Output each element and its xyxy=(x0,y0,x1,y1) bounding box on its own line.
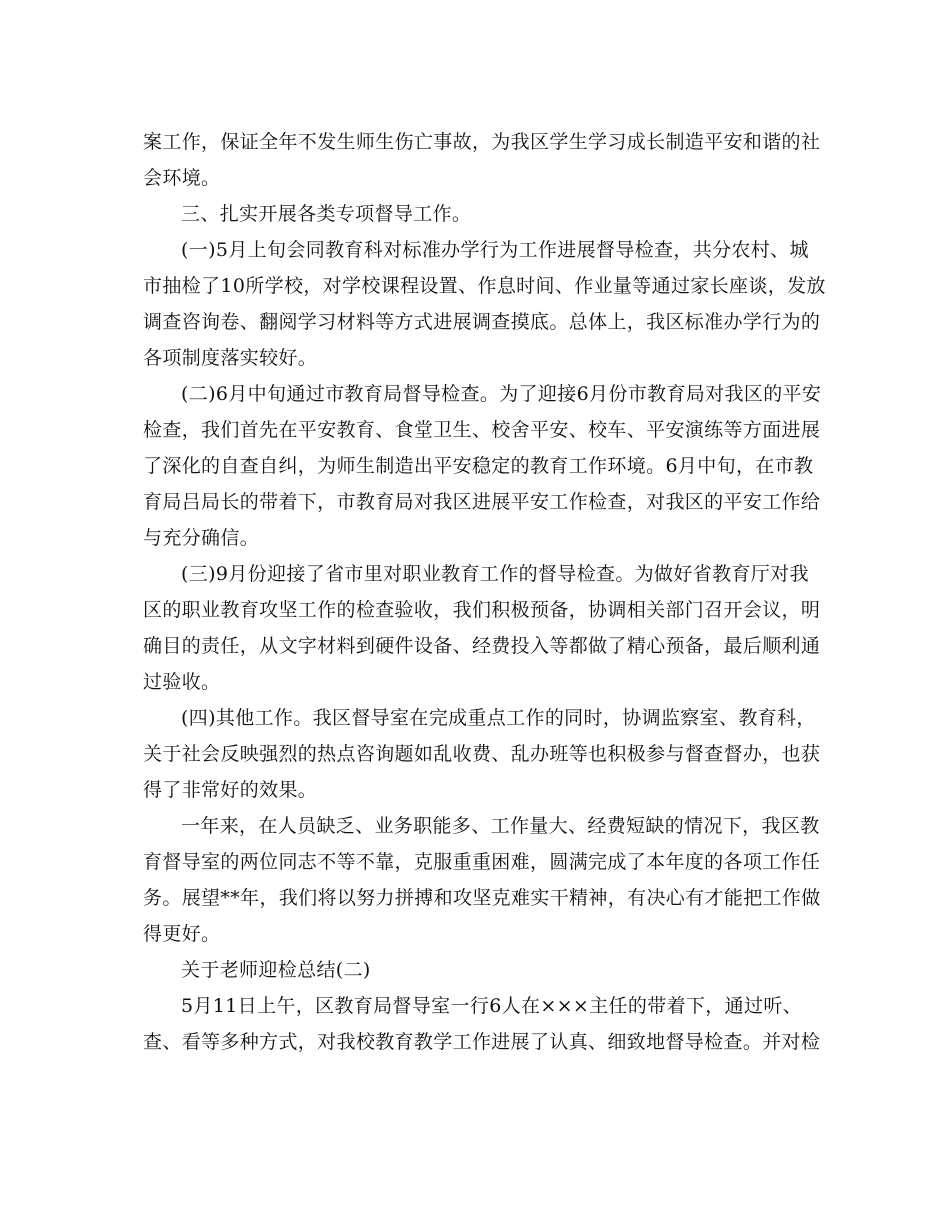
text-line: 得更好。 xyxy=(143,923,221,945)
text-line: 育督导室的两位同志不等不靠，克服重重困难，圆满完成了本年度的各项工作任 xyxy=(143,851,821,873)
text-line: 了深化的自查自纠，为师生制造出平安稳定的教育工作环境。6月中旬，在市教 xyxy=(143,455,814,477)
text-line: 一年来，在人员缺乏、业务职能多、工作量大、经费短缺的情况下，我区教 xyxy=(181,815,820,837)
text-line: (三)9月份迎接了省市里对职业教育工作的督导检查。为做好省教育厅对我 xyxy=(181,563,809,585)
text-line: (四)其他工作。我区督导室在完成重点工作的同时，协调监察室、教育科， xyxy=(181,707,816,729)
text-line: 检查，我们首先在平安教育、食堂卫生、校舍平安、校车、平安演练等方面进展 xyxy=(143,419,821,441)
text-line: 与充分确信。 xyxy=(143,527,260,549)
text-line: (二)6月中旬通过市教育局督导检查。为了迎接6月份市教育局对我区的平安 xyxy=(181,383,822,405)
text-line: 查、看等多种方式，对我校教育教学工作进展了认真、细致地督导检查。并对检 xyxy=(143,1031,821,1053)
text-line: 务。展望**年，我们将以努力拼搏和攻坚克难实干精神，有决心有才能把工作做 xyxy=(143,887,821,909)
text-line: 案工作，保证全年不发生师生伤亡事故，为我区学生学习成长制造平安和谐的社 xyxy=(143,131,821,153)
text-line: 调查咨询卷、翻阅学习材料等方式进展调查摸底。总体上，我区标准办学行为的 xyxy=(143,311,821,333)
text-line: 市抽检了10所学校，对学校课程设置、作息时间、作业量等通过家长座谈，发放 xyxy=(143,275,826,297)
text-line: 育局吕局长的带着下，市教育局对我区进展平安工作检查，对我区的平安工作给 xyxy=(143,491,821,513)
text-line: 5月11日上午，区教育局督导室一行6人在×××主任的带着下，通过听、 xyxy=(181,995,803,1017)
document-subtitle: 关于老师迎检总结(二) xyxy=(181,959,371,981)
text-line: 过验收。 xyxy=(143,671,221,693)
text-line: 会环境。 xyxy=(143,167,221,189)
text-line: 得了非常好的效果。 xyxy=(143,779,318,801)
text-line: 关于社会反映强烈的热点咨询题如乱收费、乱办班等也积极参与督查督办，也获 xyxy=(143,743,821,765)
text-line: (一)5月上旬会同教育科对标准办学行为工作进展督导检查，共分农村、城 xyxy=(181,239,809,261)
text-line: 各项制度落实较好。 xyxy=(143,347,318,369)
text-line: 确目的责任，从文字材料到硬件设备、经费投入等都做了精心预备，最后顺利通 xyxy=(143,635,821,657)
text-line: 区的职业教育攻坚工作的检查验收，我们积极预备，协调相关部门召开会议，明 xyxy=(143,599,821,621)
section-heading: 三、扎实开展各类专项督导工作。 xyxy=(181,203,472,225)
